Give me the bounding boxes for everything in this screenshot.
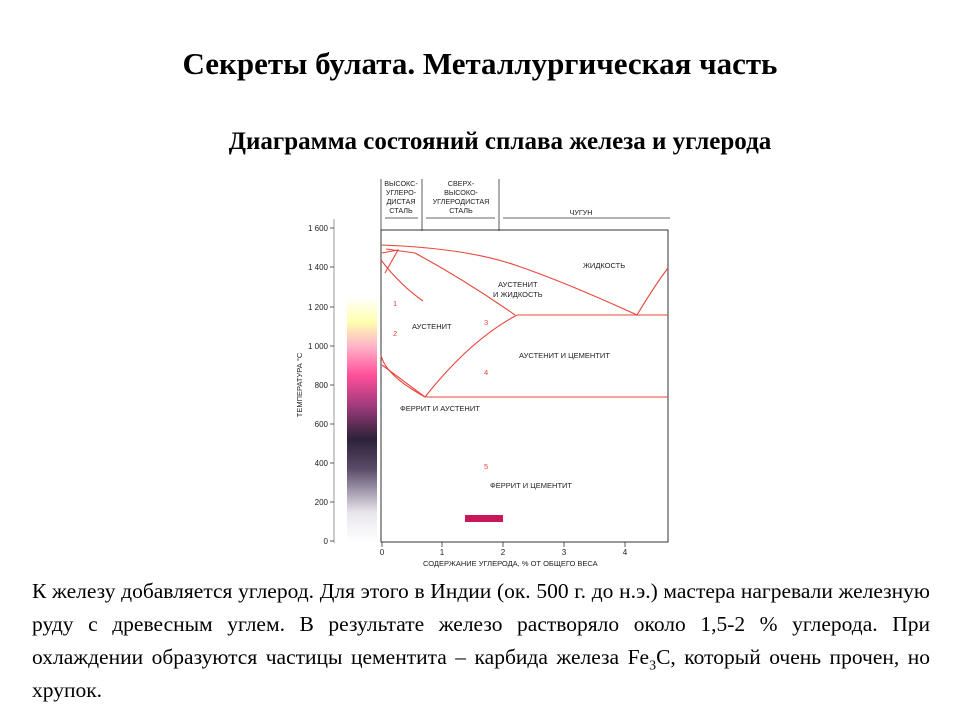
y-tick-label: 1 200: [307, 303, 328, 312]
range-label-line: ВЫСОКС-: [384, 179, 418, 188]
temperature-color-strip: [347, 297, 377, 542]
region-label-austenite-liquid: И ЖИДКОСТЬ: [493, 290, 543, 299]
paragraph-text: К железу добавляется углерод. Для этого в Индии (ок. 500 г. до н.э.) мастера нагревали железную руду с древесным углем. В результате железо растворяло около 1,5-2 % углерода. При охлаждении образуются частицы цементита – карбида железа Fe: [32, 579, 930, 669]
x-axis-label: СОДЕРЖАНИЕ УГЛЕРОДА, % ОТ ОБЩЕГО ВЕСА: [423, 559, 598, 568]
y-tick-label: 600: [314, 420, 328, 429]
subscript-three: 3: [649, 658, 657, 674]
point-number: 3: [484, 318, 489, 327]
point-number: 1: [393, 299, 398, 308]
y-tick-label: 1 600: [307, 224, 328, 233]
paragraph-text-end: C, который очень прочен, но хрупок.: [32, 645, 931, 702]
region-label-austenite: АУСТЕНИТ: [412, 322, 452, 331]
y-tick-label: 1 000: [307, 342, 328, 351]
slide-subtitle: Диаграмма состояний сплава железа и углерода: [228, 128, 772, 155]
range-label-line: ВЫСОКО-: [444, 188, 478, 197]
x-tick-label: 4: [622, 548, 628, 557]
x-tick-label: 2: [500, 548, 506, 557]
range-label-line: УГЛЕРО-: [385, 188, 417, 197]
y-tick-label: 800: [314, 381, 328, 390]
slide-title: Секреты булата. Металлургическая часть: [182, 46, 778, 81]
point-number: 4: [484, 368, 489, 377]
iron-carbon-phase-diagram: [285, 175, 675, 570]
region-label-austenite-cementite: АУСТЕНИТ И ЦЕМЕНТИТ: [519, 351, 610, 360]
plot-frame: [381, 230, 668, 542]
range-label-line: СВЕРХ-: [447, 179, 475, 188]
x-tick-label: 3: [561, 548, 567, 557]
explanation-paragraph: [32, 575, 930, 707]
x-tick-label: 1: [439, 548, 445, 557]
point-number: 5: [484, 462, 489, 471]
range-label-line: ДИСТАЯ: [386, 197, 416, 206]
region-label-ferrite-austenite: ФЕРРИТ И АУСТЕНИТ: [400, 404, 480, 413]
range-label-cast-iron: ЧУГУН: [569, 208, 593, 217]
region-label-austenite-liquid: АУСТЕНИТ: [498, 280, 538, 289]
range-label-line: УГЛЕРОДИСТАЯ: [432, 197, 490, 206]
x-tick-label: 0: [379, 548, 385, 557]
y-tick-label: 200: [314, 498, 328, 507]
y-tick-label: 0: [323, 537, 328, 546]
y-tick-label: 1 400: [307, 263, 328, 272]
range-label-line: СТАЛЬ: [449, 206, 473, 215]
highlight-bar: [465, 515, 503, 522]
y-axis-label: ТЕМПЕРАТУРА °С: [295, 352, 304, 418]
region-label-liquid: ЖИДКОСТЬ: [583, 261, 626, 270]
region-label-ferrite-cementite: ФЕРРИТ И ЦЕМЕНТИТ: [490, 481, 573, 490]
range-label-line: СТАЛЬ: [389, 206, 413, 215]
point-number: 2: [393, 329, 398, 338]
y-tick-label: 400: [314, 459, 328, 468]
top-range-brackets: [381, 179, 670, 231]
